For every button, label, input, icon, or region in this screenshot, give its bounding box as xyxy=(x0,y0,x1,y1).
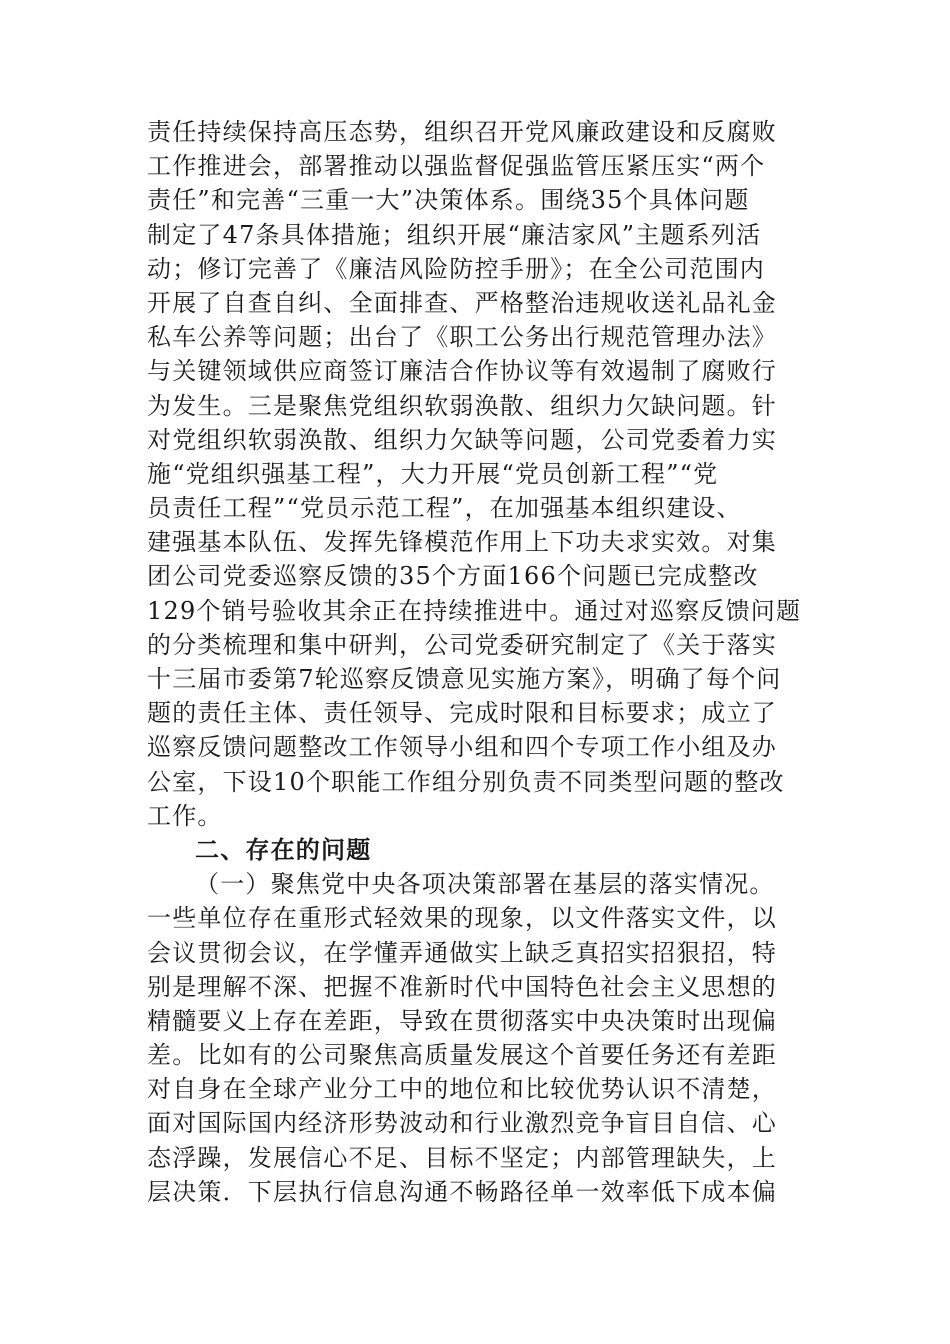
document-body xyxy=(147,115,807,1209)
text-line: 一些单位存在重形式轻效果的现象，以文件落实文件，以 xyxy=(147,904,777,933)
paragraph-2 xyxy=(147,867,807,1209)
subsection-heading-line: （一）聚焦党中央各项决策部署在基层的落实情况。 xyxy=(195,870,775,899)
text-line: 工作推进会，部署推动以强监督促强监管压紧压实“两个 xyxy=(147,152,766,181)
text-line: 巡察反馈问题整改工作领导小组和四个专项工作小组及办 xyxy=(147,733,777,762)
text-line: 别是理解不深、把握不准新时代中国特色社会主义思想的 xyxy=(147,972,777,1001)
text-line: 会议贯彻会议，在学懂弄通做实上缺乏真招实招狠招，特 xyxy=(147,938,777,967)
text-line: 129个销号验收其余正在持续推进中。通过对巡察反馈问题 xyxy=(147,596,802,625)
text-line: 开展了自查自纠、全面排查、严格整治违规收送礼品礼金 xyxy=(147,288,777,317)
text-line: 建强基本队伍、发挥先锋模范作用上下功夫求实效。对集 xyxy=(147,528,777,557)
text-line: 层决策．下层执行信息沟通不畅路径单一效率低下成本偏 xyxy=(147,1177,777,1206)
text-line: 制定了47条具体措施；组织开展“廉洁家风”主题系列活 xyxy=(147,220,762,249)
text-line: 差。比如有的公司聚焦高质量发展这个首要任务还有差距 xyxy=(147,1041,777,1070)
text-line: 员责任工程”“党员示范工程”，在加强基本组织建设、 xyxy=(147,494,742,523)
text-line: 责任”和完善“三重一大”决策体系。围绕35个具体问题 xyxy=(147,186,750,215)
text-line: 私车公养等问题；出台了《职工公务出行规范管理办法》 xyxy=(147,323,777,352)
text-line: 对党组织软弱涣散、组织力欠缺等问题，公司党委着力实 xyxy=(147,425,777,454)
text-line: 面对国际国内经济形势波动和行业激烈竞争盲目自信、心 xyxy=(147,1109,777,1138)
text-line: 公室，下设10个职能工作组分别负责不同类型问题的整改 xyxy=(147,767,785,796)
text-line: 动；修订完善了《廉洁风险防控手册》；在全公司范围内 xyxy=(147,254,765,283)
text-line: 对自身在全球产业分工中的地位和比较优势认识不清楚， xyxy=(147,1075,777,1104)
text-line: 题的责任主体、责任领导、完成时限和目标要求；成立了 xyxy=(147,699,777,728)
text-line: 团公司党委巡察反馈的35个方面166个问题已完成整改 xyxy=(147,562,759,591)
text-line: 的分类梳理和集中研判，公司党委研究制定了《关于落实 xyxy=(147,630,777,659)
text-line: 责任持续保持高压态势，组织召开党风廉政建设和反腐败 xyxy=(147,118,777,146)
text-line: 与关键领域供应商签订廉洁合作协议等有效遏制了腐败行 xyxy=(147,357,777,386)
text-line: 态浮躁，发展信心不足、目标不坚定；内部管理缺失，上 xyxy=(147,1143,777,1172)
text-line: 工作。 xyxy=(147,801,223,830)
text-line: 十三届市委第7轮巡察反馈意见实施方案》，明确了每个问 xyxy=(147,665,782,693)
paragraph-1 xyxy=(147,115,807,833)
section-heading: 二、存在的问题 xyxy=(195,835,372,864)
text-line: 精髓要义上存在差距，导致在贯彻落实中央决策时出现偏 xyxy=(147,1006,777,1035)
text-line: 施“党组织强基工程”，大力开展“党员创新工程”“党 xyxy=(147,459,719,488)
text-line: 为发生。三是聚焦党组织软弱涣散、组织力欠缺问题。针 xyxy=(147,391,777,420)
